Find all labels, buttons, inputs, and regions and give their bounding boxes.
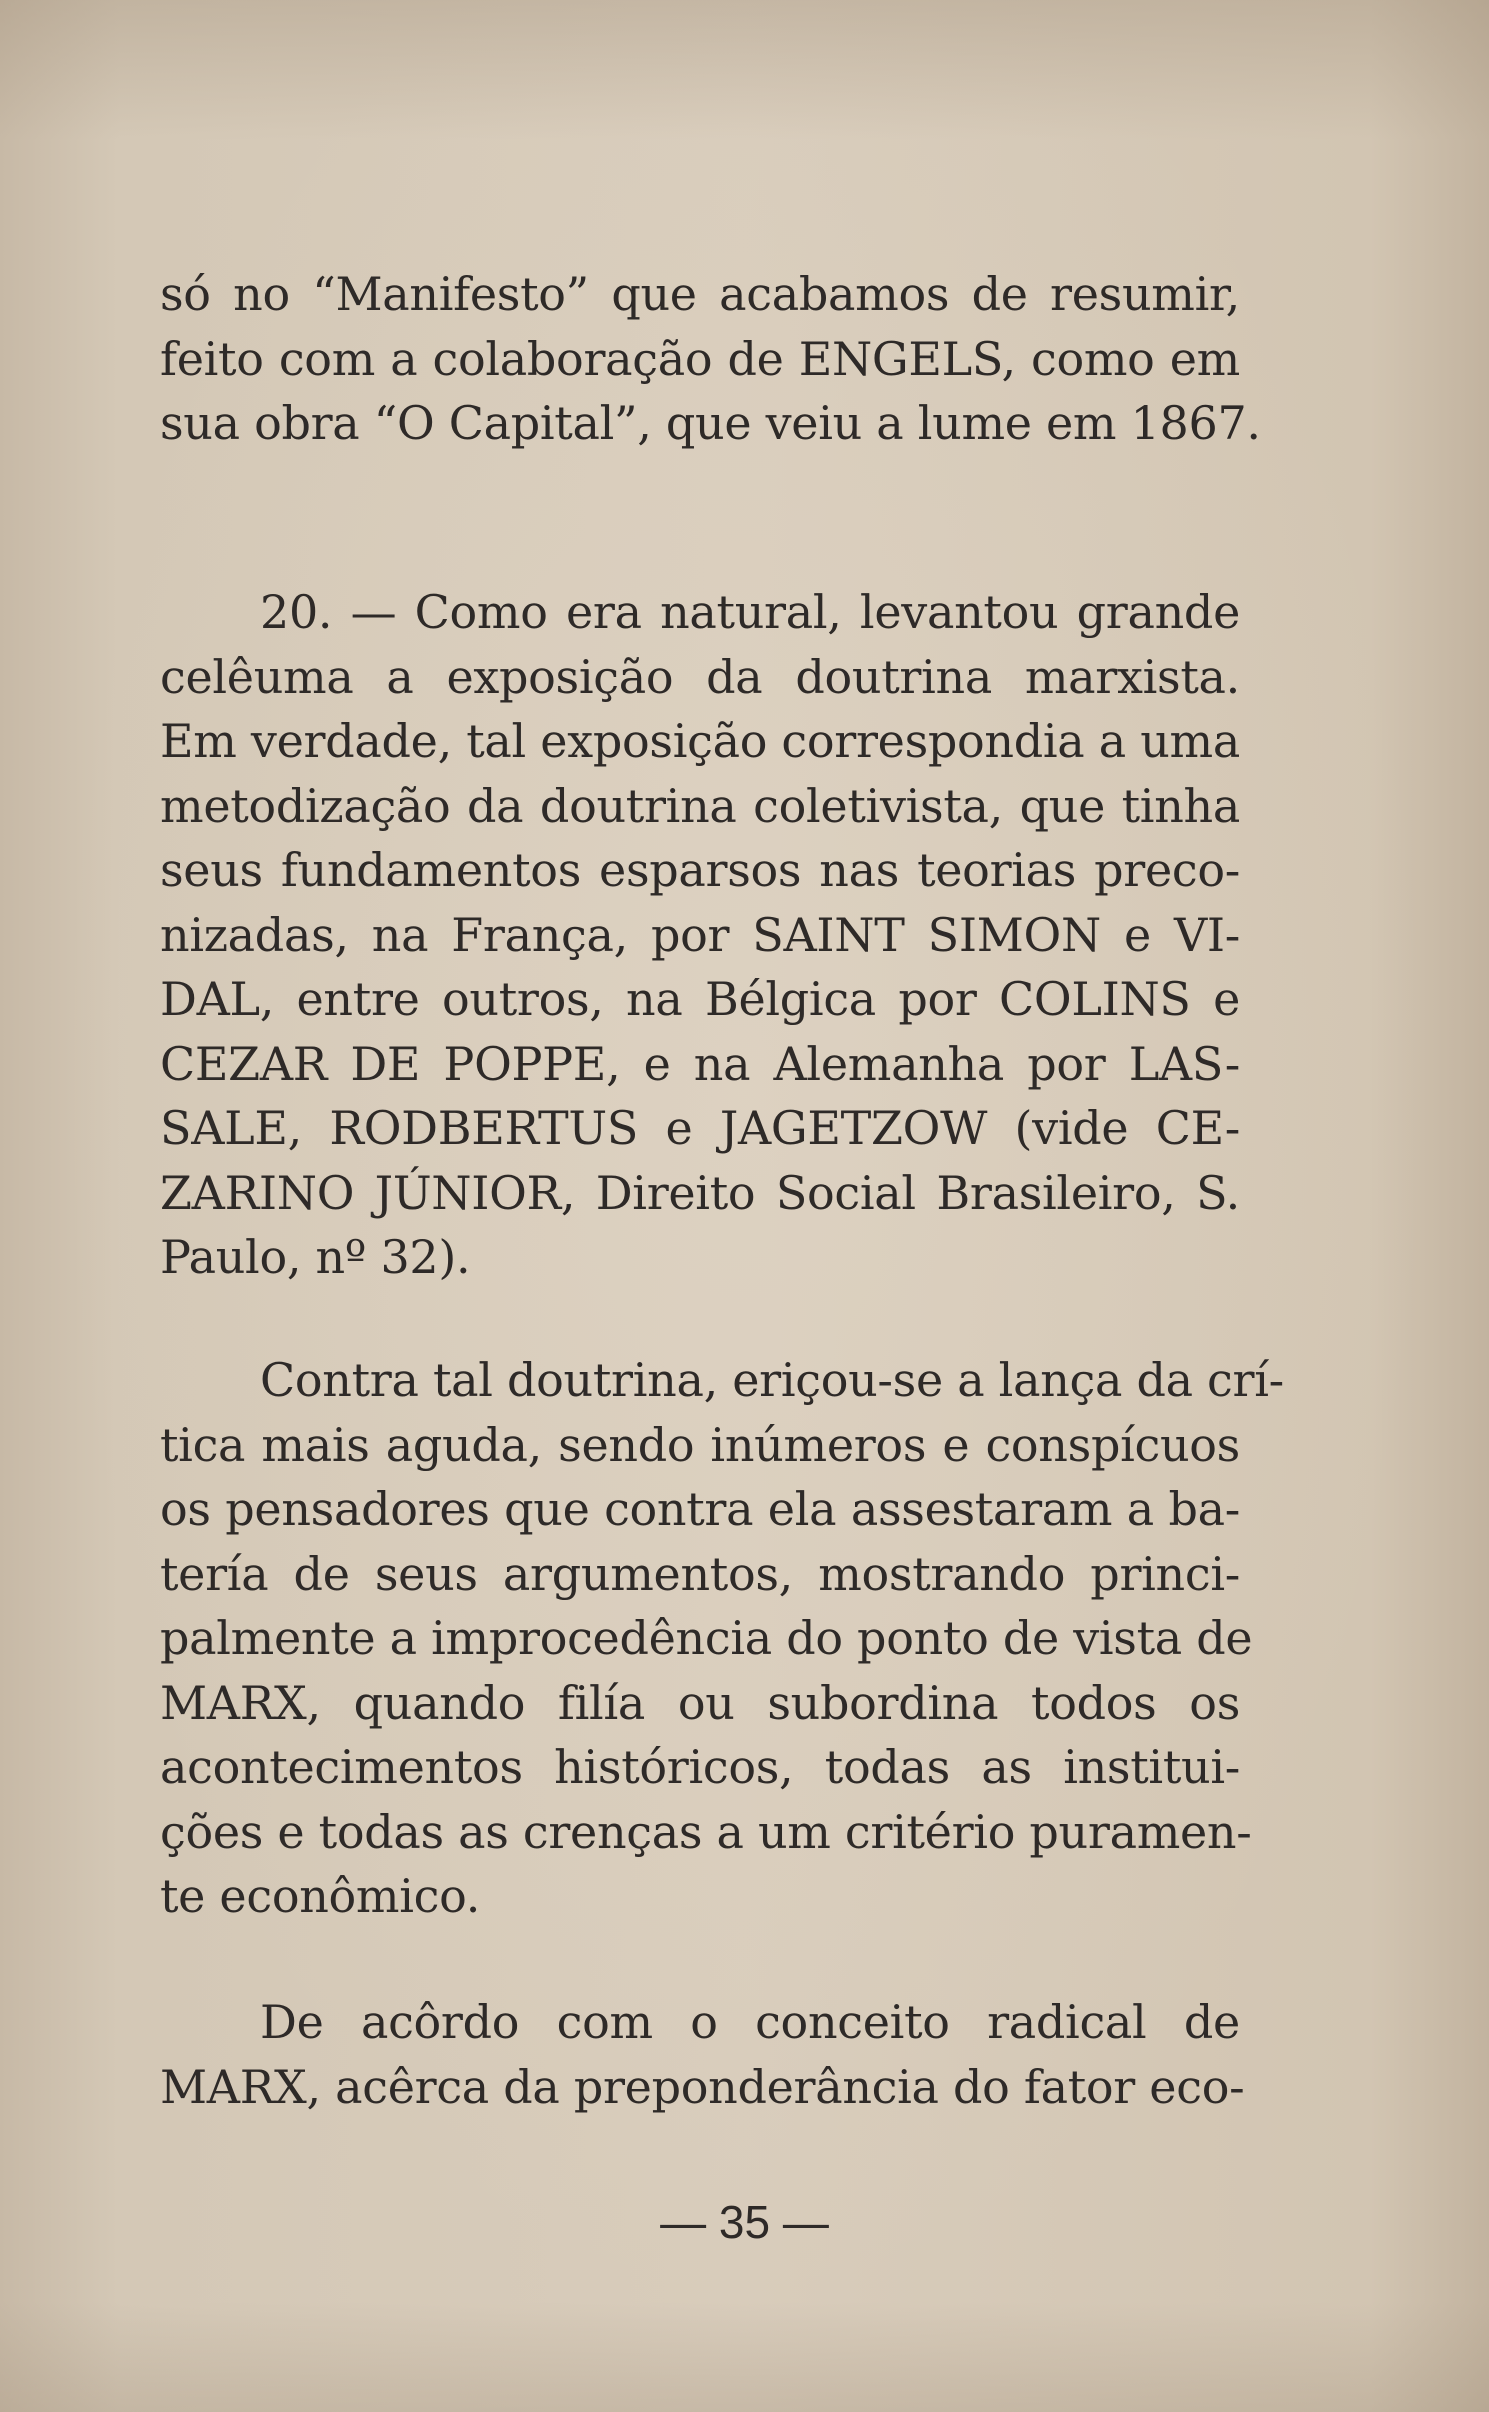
text-line: celêuma a exposição da doutrina marxista. xyxy=(160,649,1240,704)
text-line: Contra tal doutrina, eriçou-se a lança da crí- xyxy=(260,1353,1284,1407)
paragraph-continuation xyxy=(160,262,1261,456)
paragraph-critique xyxy=(160,1348,1284,1929)
paragraph-section-20 xyxy=(160,580,1240,1290)
text-line: ções e todas as crenças a um critério puramen- xyxy=(160,1804,1252,1859)
text-line: palmente a improcedência do ponto de vista de xyxy=(160,1611,1253,1665)
text-line: De acôrdo com o conceito radical de xyxy=(260,1995,1240,2049)
text-line: nizadas, na França, por SAINT SIMON e VI- xyxy=(160,907,1240,962)
text-line: os pensadores que contra ela assestaram a ba- xyxy=(160,1482,1240,1536)
text-line: MARX, quando filía ou subordina todos os xyxy=(160,1675,1240,1730)
text-line: tica mais aguda, sendo inúmeros e conspícuos xyxy=(160,1417,1240,1472)
text-line: te econômico. xyxy=(160,1869,481,1923)
text-line: CEZAR DE POPPE, e na Alemanha por LAS- xyxy=(160,1036,1240,1091)
paragraph-conceito xyxy=(160,1990,1245,2119)
text-line: acontecimentos históricos, todas as institui- xyxy=(160,1740,1240,1794)
text-line: feito com a colaboração de ENGELS, como em xyxy=(160,331,1240,386)
text-line: DAL, entre outros, na Bélgica por COLINS e xyxy=(160,972,1240,1026)
text-line: metodização da doutrina coletivista, que tinha xyxy=(160,778,1240,833)
text-line: MARX, acêrca da preponderância do fator eco- xyxy=(160,2059,1245,2114)
text-line: sua obra “O Capital”, que veiu a lume em 1867. xyxy=(160,396,1261,450)
text-line: SALE, RODBERTUS e JAGETZOW (vide CE- xyxy=(160,1101,1240,1155)
text-line: Em verdade, tal exposição correspondia a uma xyxy=(160,714,1240,768)
page-number: — 35 — xyxy=(660,2196,829,2248)
text-line: ZARINO JÚNIOR, Direito Social Brasileiro, S. xyxy=(160,1165,1240,1220)
text-line: seus fundamentos esparsos nas teorias preco- xyxy=(160,843,1240,897)
text-line: tería de seus argumentos, mostrando princi- xyxy=(160,1546,1240,1601)
text-line: só no “Manifesto” que acabamos de resumir, xyxy=(160,267,1240,321)
text-line: 20. — Como era natural, levantou grande xyxy=(260,585,1240,639)
text-line: Paulo, nº 32). xyxy=(160,1230,471,1284)
